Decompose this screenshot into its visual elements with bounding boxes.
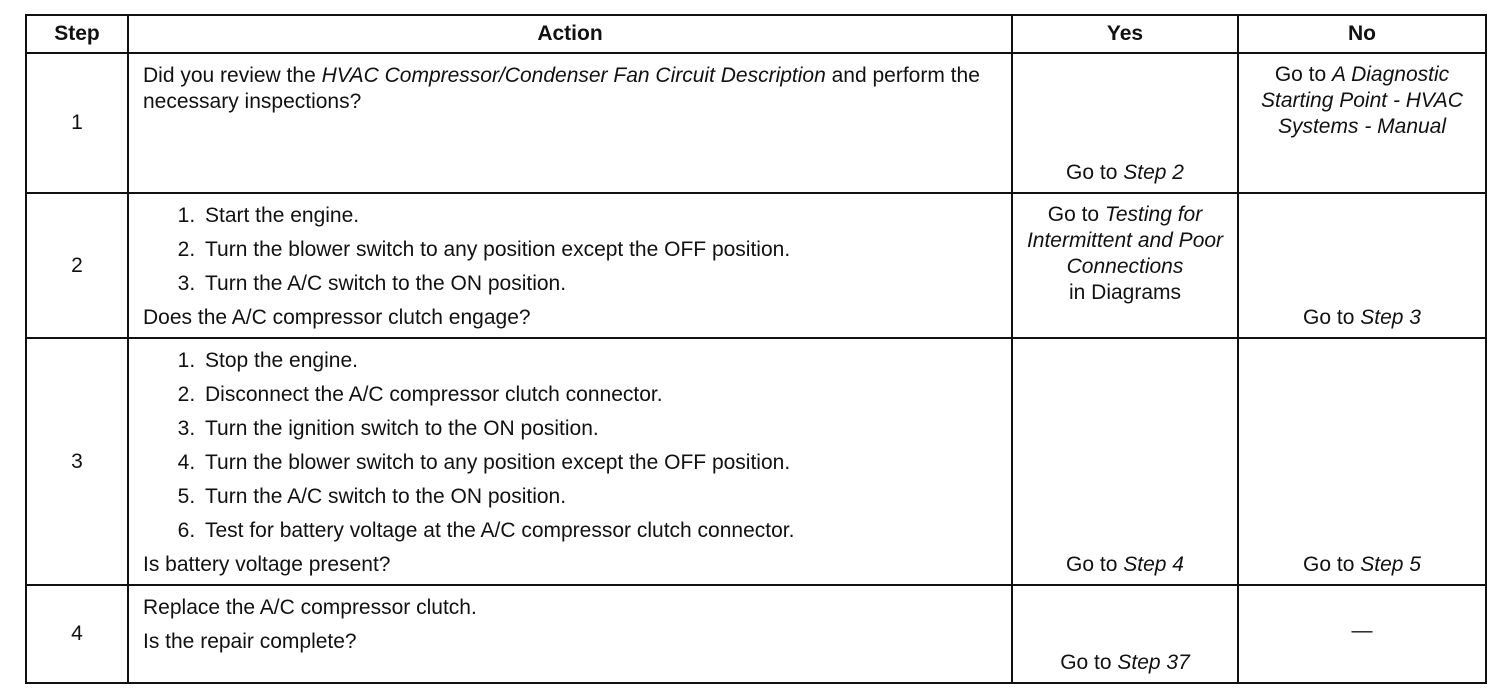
yes-cell [1012,585,1238,683]
yes-prefix: Go to [1060,651,1118,674]
no-cell [1238,585,1486,683]
yes-prefix: Go to [1047,203,1105,226]
header-no: No [1238,15,1486,53]
action-text: Did you review the [143,64,322,87]
procedure-step: 3. Turn the A/C switch to the ON position. [201,271,1001,305]
no-dash: — [1351,619,1373,642]
no-prefix: Go to [1303,306,1361,329]
action-reference[interactable]: HVAC Compressor/Condenser Fan Circuit Description [321,64,826,87]
action-question: Is battery voltage present? [143,553,391,576]
no-link[interactable]: A Diagnostic Starting Point - HVAC Systems - Manual [1261,63,1463,138]
action-cell [128,193,1012,338]
procedure-step: 4. Turn the blower switch to any position except the OFF position. [201,450,1001,484]
no-cell [1238,53,1486,193]
header-step: Step [26,15,128,53]
no-cell [1238,193,1486,338]
action-question: Is the repair complete? [143,630,357,653]
yes-cell [1012,53,1238,193]
table-row [26,193,1486,338]
action-text: Replace the A/C compressor clutch. [143,596,477,619]
action-text: and perform the necessary inspections? [143,64,980,113]
yes-link[interactable]: Testing for Intermittent and Poor Connections [1026,203,1224,278]
no-link[interactable]: Step 5 [1360,553,1421,576]
procedure-step: 6. Test for battery voltage at the A/C compressor clutch connector. [201,518,1001,552]
action-cell [128,585,1012,683]
yes-suffix: in Diagrams [1068,281,1182,304]
table-row [26,585,1486,683]
yes-prefix: Go to [1066,553,1124,576]
procedure-step: 3. Turn the ignition switch to the ON position. [201,416,1001,450]
procedure-list [143,203,1001,305]
no-prefix: Go to [1303,553,1361,576]
procedure-step: 1. Start the engine. [201,203,1001,237]
yes-cell [1012,338,1238,585]
yes-link[interactable]: Step 4 [1123,553,1184,576]
step-number: 1 [26,53,128,193]
procedure-step: 2. Turn the blower switch to any position except the OFF position. [201,237,1001,271]
yes-cell [1012,193,1238,338]
header-row [26,15,1486,53]
no-link[interactable]: Step 3 [1360,306,1421,329]
procedure-list [143,348,1001,552]
diagnostic-table [25,14,1487,684]
no-cell [1238,338,1486,585]
header-action: Action [128,15,1012,53]
procedure-step: 5. Turn the A/C switch to the ON position. [201,484,1001,518]
header-yes: Yes [1012,15,1238,53]
action-question: Does the A/C compressor clutch engage? [143,306,531,329]
yes-link[interactable]: Step 2 [1123,161,1184,184]
action-cell [128,53,1012,193]
yes-prefix: Go to [1066,161,1124,184]
table-row [26,53,1486,193]
step-number: 4 [26,585,128,683]
table-row [26,338,1486,585]
step-number: 3 [26,338,128,585]
action-cell [128,338,1012,585]
step-number: 2 [26,193,128,338]
no-prefix: Go to [1274,63,1333,86]
yes-link[interactable]: Step 37 [1117,651,1190,674]
procedure-step: 1. Stop the engine. [201,348,1001,382]
procedure-step: 2. Disconnect the A/C compressor clutch connector. [201,382,1001,416]
